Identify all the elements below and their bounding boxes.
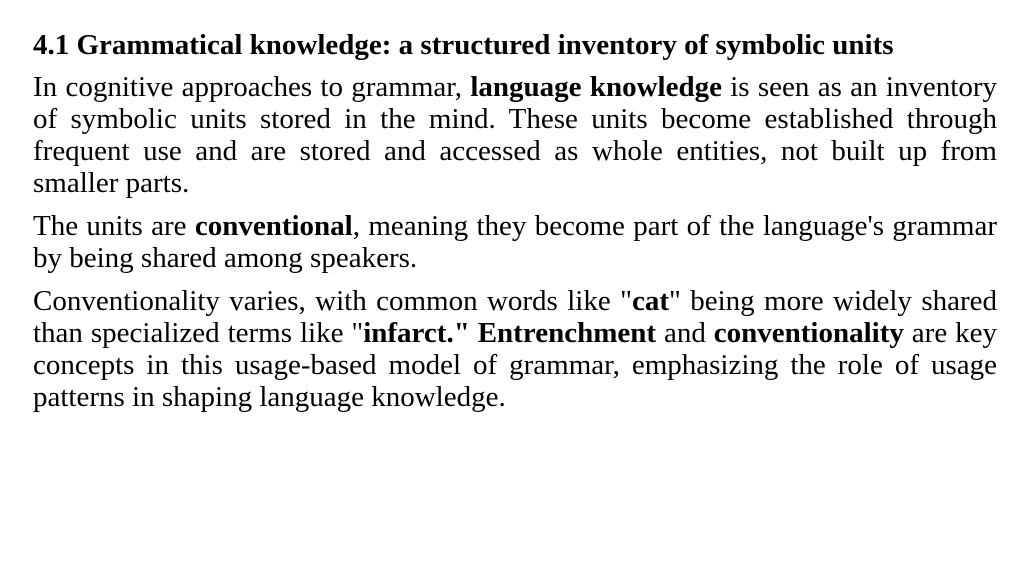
paragraph-conventionality [33, 285, 997, 413]
p3-text-e: are key concepts in this usage-based model of grammar, emphasizing the role of usage patterns in shaping language knowledge. [33, 317, 998, 413]
slide-content [33, 28, 997, 424]
p2-text-a: The units are [33, 210, 195, 242]
p3-text-a: Conventionality varies, with common words like " [33, 285, 632, 317]
term-language-knowledge: language knowledge [470, 71, 722, 103]
p2-text-c: , meaning they become part of the language's grammar by being shared among speakers. [33, 210, 998, 274]
section-heading: 4.1 Grammatical knowledge: a structured inventory of symbolic units [33, 29, 894, 61]
paragraph-conventional [33, 210, 997, 274]
paragraph-inventory [33, 71, 997, 199]
term-cat: cat [631, 285, 669, 317]
term-infarct-entrenchment: infarct." Entrenchment [363, 317, 657, 349]
term-conventionality: conventionality [713, 317, 904, 349]
term-conventional: conventional [194, 210, 353, 242]
p3-text-d: and [656, 317, 714, 349]
p1-text-a: In cognitive approaches to grammar, [33, 71, 471, 103]
p1-text-c: is seen as an inventory of symbolic units stored in the mind. These units become established through frequent use and are stored and accessed as whole entities, not built up from smaller parts. [33, 71, 997, 199]
p3-text-c: " being more widely shared than specialized terms like " [33, 285, 998, 349]
